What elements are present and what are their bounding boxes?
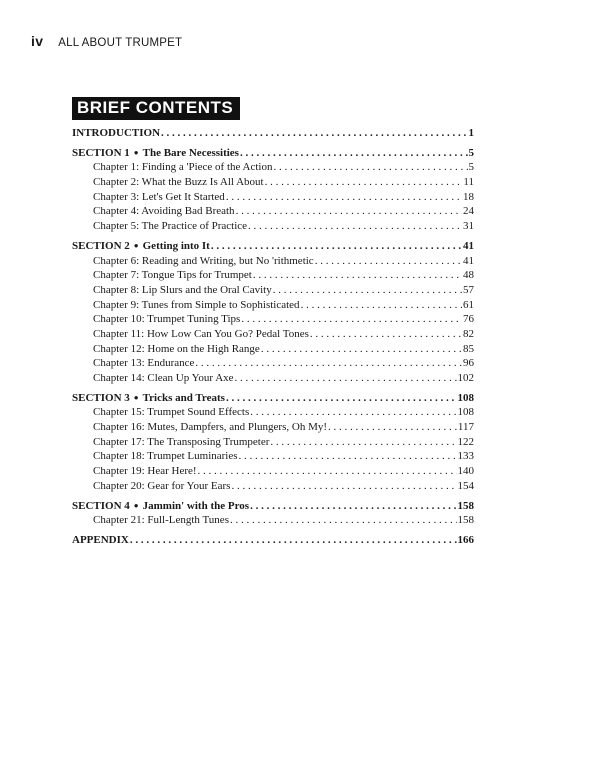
dot-leader [250,405,456,420]
bullet-icon: ● [133,500,139,510]
chapter-title: Chapter 4: Avoiding Bad Breath [93,205,235,218]
chapter-title: Chapter 8: Lip Slurs and the Oral Cavity [93,283,272,296]
toc-chapter[interactable] [72,204,474,219]
section-title: Tricks and Treats [142,391,225,404]
running-title: ALL ABOUT TRUMPET [58,37,183,49]
toc-page-number: 41 [463,239,474,252]
toc-introduction[interactable] [72,126,474,141]
dot-leader [236,204,462,219]
dot-leader [130,533,457,548]
toc-chapter[interactable] [72,160,474,175]
bullet-icon: ● [133,147,139,157]
toc-entry-label: APPENDIX [72,533,129,546]
chapter-title: Chapter 16: Mutes, Dampfers, and Plungers, Oh My! [93,421,328,434]
dot-leader [265,175,463,190]
toc-chapter[interactable] [72,283,474,298]
section-number: SECTION 3 [72,391,130,404]
toc-page-number: 18 [463,190,474,203]
chapter-title: Chapter 13: Endurance [93,357,195,370]
dot-leader [270,435,456,450]
chapter-title: Chapter 5: The Practice of Practice [93,220,248,233]
toc-chapter[interactable] [72,513,474,528]
toc-page-number: 158 [457,499,474,512]
dot-leader [241,312,462,327]
toc-page-number: 61 [463,298,474,311]
toc-chapter[interactable] [72,479,474,494]
toc-sections [72,146,474,528]
dot-leader [253,268,462,283]
dot-leader [195,356,462,371]
toc-page-number: 166 [457,533,474,546]
chapter-title: Chapter 7: Tongue Tips for Trumpet [93,269,252,282]
dot-leader [273,160,467,175]
dot-leader [328,420,457,435]
section-number: SECTION 2 [72,239,130,252]
chapter-title: Chapter 12: Home on the High Range [93,342,260,355]
toc-page-number: 31 [463,220,474,233]
toc-page-number: 133 [457,450,474,463]
section-title: Jammin' with the Pros [142,499,250,512]
chapter-title: Chapter 6: Reading and Writing, but No 'rithmetic [93,254,314,267]
toc-page-number: 76 [463,313,474,326]
toc-chapter[interactable] [72,219,474,234]
chapter-title: Chapter 20: Gear for Your Ears [93,479,231,492]
toc-appendix[interactable] [72,533,474,548]
toc-page-number: 5 [468,161,474,174]
bullet-icon: ● [133,392,139,402]
chapter-title: Chapter 18: Trumpet Luminaries [93,450,238,463]
toc-chapter[interactable] [72,405,474,420]
toc-chapter[interactable] [72,420,474,435]
dot-leader [240,146,468,161]
toc-section-4[interactable] [72,499,474,514]
table-of-contents [72,126,474,548]
toc-section-2[interactable] [72,239,474,254]
bullet-icon: ● [133,240,139,250]
dot-leader [273,283,462,298]
chapter-title: Chapter 21: Full-Length Tunes [93,514,229,527]
toc-page-number: 48 [463,269,474,282]
toc-page-number: 108 [457,391,474,404]
dot-leader [161,126,467,141]
section-title: The Bare Necessities [142,146,239,159]
brief-contents-heading: BRIEF CONTENTS [72,97,240,120]
toc-chapter[interactable] [72,190,474,205]
running-head [31,33,182,49]
toc-chapter[interactable] [72,327,474,342]
toc-page-number: 11 [463,176,474,189]
toc-chapter[interactable] [72,371,474,386]
toc-page-number: 96 [463,357,474,370]
chapter-title: Chapter 9: Tunes from Simple to Sophisticated [93,298,300,311]
chapter-title: Chapter 17: The Transposing Trumpeter [93,435,270,448]
toc-page-number: 41 [463,254,474,267]
toc-chapter[interactable] [72,175,474,190]
toc-chapter[interactable] [72,356,474,371]
toc-page-number: 85 [463,342,474,355]
dot-leader [315,254,462,269]
dot-leader [230,513,457,528]
chapter-title: Chapter 2: What the Buzz Is All About [93,176,264,189]
dot-leader [250,499,456,514]
page-folio: iv [31,33,44,49]
chapter-title: Chapter 15: Trumpet Sound Effects [93,406,250,419]
dot-leader [231,479,456,494]
dot-leader [226,190,462,205]
toc-section-1[interactable] [72,146,474,161]
section-number: SECTION 4 [72,499,130,512]
toc-page-number: 108 [457,406,474,419]
dot-leader [310,327,462,342]
dot-leader [211,239,462,254]
toc-chapter[interactable] [72,312,474,327]
toc-section-3[interactable] [72,391,474,406]
section-number: SECTION 1 [72,146,130,159]
dot-leader [226,391,457,406]
chapter-title: Chapter 10: Trumpet Tuning Tips [93,313,241,326]
dot-leader [248,219,462,234]
toc-page-number: 82 [463,327,474,340]
chapter-title: Chapter 14: Clean Up Your Axe [93,372,234,384]
chapter-title: Chapter 1: Finding a 'Piece of the Action [93,161,273,174]
chapter-title: Chapter 19: Hear Here! [93,465,197,478]
toc-page-number: 5 [468,146,474,159]
section-title: Getting into It [142,239,210,252]
dot-leader [301,298,462,313]
dot-leader [235,371,457,386]
dot-leader [261,342,462,357]
toc-chapter[interactable] [72,449,474,464]
chapter-title: Chapter 3: Let's Get It Started [93,190,225,203]
toc-page-number: 102 [457,372,474,384]
toc-page-number: 57 [463,283,474,296]
toc-page-number: 1 [468,127,474,139]
toc-chapter[interactable] [72,342,474,357]
toc-page-number: 122 [457,435,474,448]
toc-entry-label: INTRODUCTION [72,127,161,139]
toc-page-number: 24 [463,205,474,218]
dot-leader [198,464,457,479]
toc-page-number: 117 [457,421,474,434]
toc-chapter[interactable] [72,298,474,313]
toc-chapter[interactable] [72,435,474,450]
toc-page-number: 154 [457,479,474,492]
toc-chapter[interactable] [72,464,474,479]
toc-chapter[interactable] [72,268,474,283]
chapter-title: Chapter 11: How Low Can You Go? Pedal Tones [93,327,309,340]
toc-page-number: 158 [457,514,474,527]
dot-leader [239,449,457,464]
toc-page-number: 140 [457,465,474,478]
toc-chapter[interactable] [72,254,474,269]
